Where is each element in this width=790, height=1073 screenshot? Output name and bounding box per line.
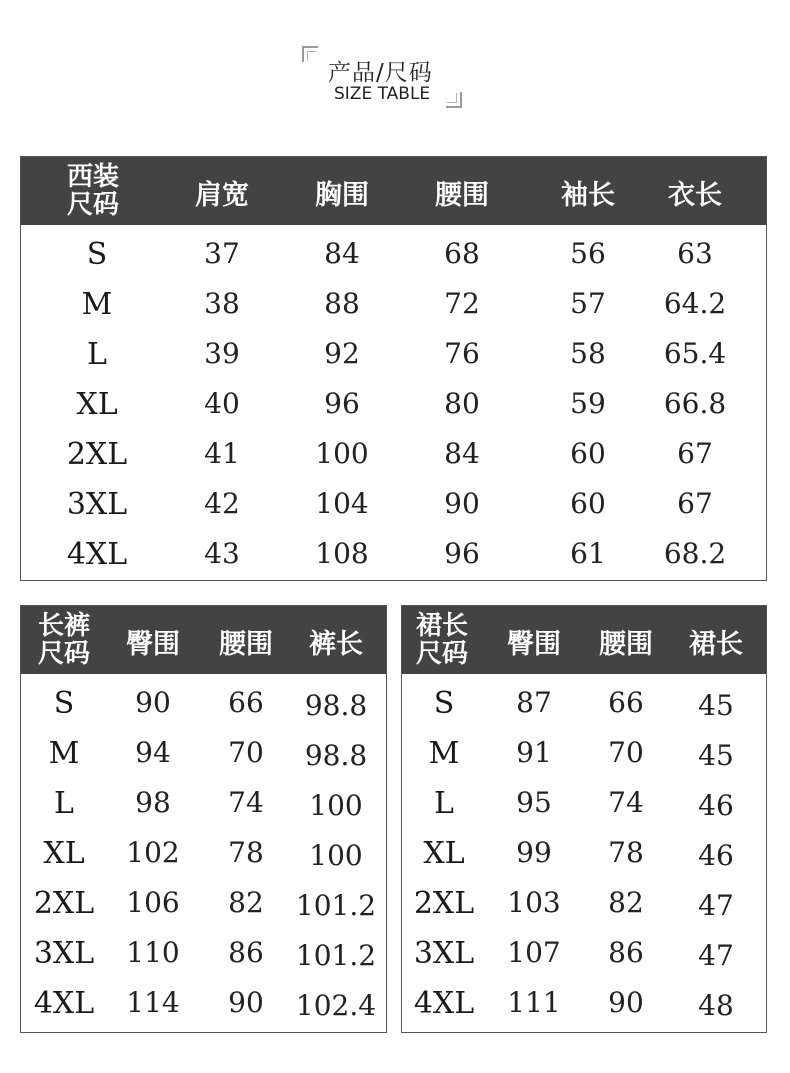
table-cell: 46	[698, 839, 734, 872]
bracket-close-icon	[446, 92, 462, 108]
column-header: 腰围	[219, 629, 273, 660]
table-cell: 92	[324, 337, 360, 370]
size-label: S	[53, 686, 75, 721]
column-header: 臀围	[126, 629, 180, 660]
title-chinese: 产品/尺码	[328, 60, 433, 86]
table-cell: 107	[507, 936, 561, 969]
table-cell: 101.2	[295, 939, 377, 972]
pants-size-table	[20, 605, 387, 1033]
table-cell: 82	[228, 886, 264, 919]
size-label: L	[87, 337, 107, 372]
size-label: 4XL	[413, 986, 475, 1021]
table-cell: 43	[204, 537, 240, 570]
table-cell: 65.4	[663, 337, 727, 370]
table-cell: 101.2	[295, 889, 377, 922]
corner-label-line2: 尺码	[37, 639, 90, 669]
size-label: 4XL	[66, 537, 128, 572]
table-cell: 84	[324, 237, 360, 270]
table-cell: 91	[516, 736, 552, 769]
table-cell: 42	[204, 487, 240, 520]
column-header: 腰围	[435, 180, 489, 211]
table-header	[21, 157, 766, 225]
table-cell: 90	[135, 686, 171, 719]
table-cell: 96	[324, 387, 360, 420]
size-label: L	[434, 786, 454, 821]
table-cell: 38	[204, 287, 240, 320]
table-cell: 76	[444, 337, 480, 370]
table-cell: 61	[570, 537, 606, 570]
table-cell: 59	[570, 387, 606, 420]
table-cell: 57	[570, 287, 606, 320]
table-cell: 78	[608, 836, 644, 869]
table-cell: 66	[608, 686, 644, 719]
table-cell: 45	[698, 739, 734, 772]
table-cell: 63	[677, 237, 713, 270]
table-cell: 47	[698, 889, 734, 922]
table-cell: 70	[608, 736, 644, 769]
size-label: S	[86, 237, 108, 272]
corner-label-line1: 西装	[66, 162, 119, 192]
table-cell: 98	[135, 786, 171, 819]
table-cell: 100	[309, 839, 363, 872]
table-cell: 108	[315, 537, 369, 570]
size-label: M	[81, 287, 113, 322]
table-cell: 60	[570, 487, 606, 520]
size-label: L	[54, 786, 74, 821]
table-cell: 103	[507, 886, 561, 919]
size-label: 4XL	[33, 986, 95, 1021]
table-cell: 98.8	[304, 689, 368, 722]
table-cell: 96	[444, 537, 480, 570]
table-cell: 41	[204, 437, 240, 470]
table-cell: 45	[698, 689, 734, 722]
table-cell: 68	[444, 237, 480, 270]
table-cell: 58	[570, 337, 606, 370]
size-label: M	[48, 736, 80, 771]
size-table-title	[300, 44, 470, 112]
column-header: 腰围	[599, 629, 653, 660]
column-header: 臀围	[507, 629, 561, 660]
table-cell: 39	[204, 337, 240, 370]
table-cell: 46	[698, 789, 734, 822]
column-header: 袖长	[561, 180, 615, 211]
column-header: 裤长	[309, 629, 363, 660]
table-cell: 102	[126, 836, 180, 869]
column-header: 裙长	[689, 629, 743, 660]
corner-label-line1: 长裤	[37, 611, 90, 641]
table-header	[402, 606, 766, 674]
table-cell: 86	[608, 936, 644, 969]
table-cell: 74	[608, 786, 644, 819]
table-cell: 87	[516, 686, 552, 719]
table-cell: 104	[315, 487, 369, 520]
table-cell: 82	[608, 886, 644, 919]
table-cell: 88	[324, 287, 360, 320]
table-cell: 47	[698, 939, 734, 972]
table-cell: 102.4	[295, 989, 377, 1022]
size-label: 3XL	[413, 936, 475, 971]
table-cell: 86	[228, 936, 264, 969]
table-cell: 74	[228, 786, 264, 819]
table-cell: 67	[677, 487, 713, 520]
table-cell: 95	[516, 786, 552, 819]
size-label: XL	[43, 836, 85, 871]
table-cell: 90	[608, 986, 644, 1019]
table-cell: 56	[570, 237, 606, 270]
table-cell: 100	[309, 789, 363, 822]
table-cell: 99	[516, 836, 552, 869]
size-label: 3XL	[66, 487, 128, 522]
table-cell: 48	[698, 989, 734, 1022]
table-cell: 78	[228, 836, 264, 869]
corner-label-line1: 裙长	[415, 611, 468, 641]
size-label: M	[428, 736, 460, 771]
size-label: XL	[423, 836, 465, 871]
corner-label-line2: 尺码	[66, 190, 119, 220]
table-cell: 100	[315, 437, 369, 470]
size-column-header	[402, 612, 482, 668]
size-label: XL	[76, 387, 118, 422]
table-cell: 68.2	[663, 537, 727, 570]
column-header: 胸围	[315, 180, 369, 211]
size-label: 2XL	[413, 886, 475, 921]
suit-size-table	[20, 156, 767, 581]
corner-label-line2: 尺码	[415, 639, 468, 669]
table-cell: 64.2	[663, 287, 727, 320]
size-label: S	[433, 686, 455, 721]
size-label: 3XL	[33, 936, 95, 971]
skirt-size-table	[401, 605, 767, 1033]
bracket-open-icon	[302, 46, 318, 62]
table-cell: 110	[126, 936, 180, 969]
table-cell: 67	[677, 437, 713, 470]
table-cell: 90	[444, 487, 480, 520]
table-cell: 40	[204, 387, 240, 420]
table-cell: 70	[228, 736, 264, 769]
size-label: 2XL	[66, 437, 128, 472]
table-cell: 114	[126, 986, 180, 1019]
size-label: 2XL	[33, 886, 95, 921]
table-cell: 111	[507, 986, 561, 1019]
table-cell: 72	[444, 287, 480, 320]
column-header: 衣长	[668, 180, 722, 211]
table-cell: 106	[126, 886, 180, 919]
table-cell: 94	[135, 736, 171, 769]
table-cell: 37	[204, 237, 240, 270]
table-cell: 66.8	[663, 387, 727, 420]
table-cell: 66	[228, 686, 264, 719]
size-column-header	[43, 163, 143, 219]
table-cell: 60	[570, 437, 606, 470]
table-header	[21, 606, 386, 674]
column-header: 肩宽	[195, 180, 249, 211]
table-cell: 84	[444, 437, 480, 470]
table-cell: 80	[444, 387, 480, 420]
table-cell: 90	[228, 986, 264, 1019]
title-english: SIZE TABLE	[334, 84, 431, 104]
table-cell: 98.8	[304, 739, 368, 772]
